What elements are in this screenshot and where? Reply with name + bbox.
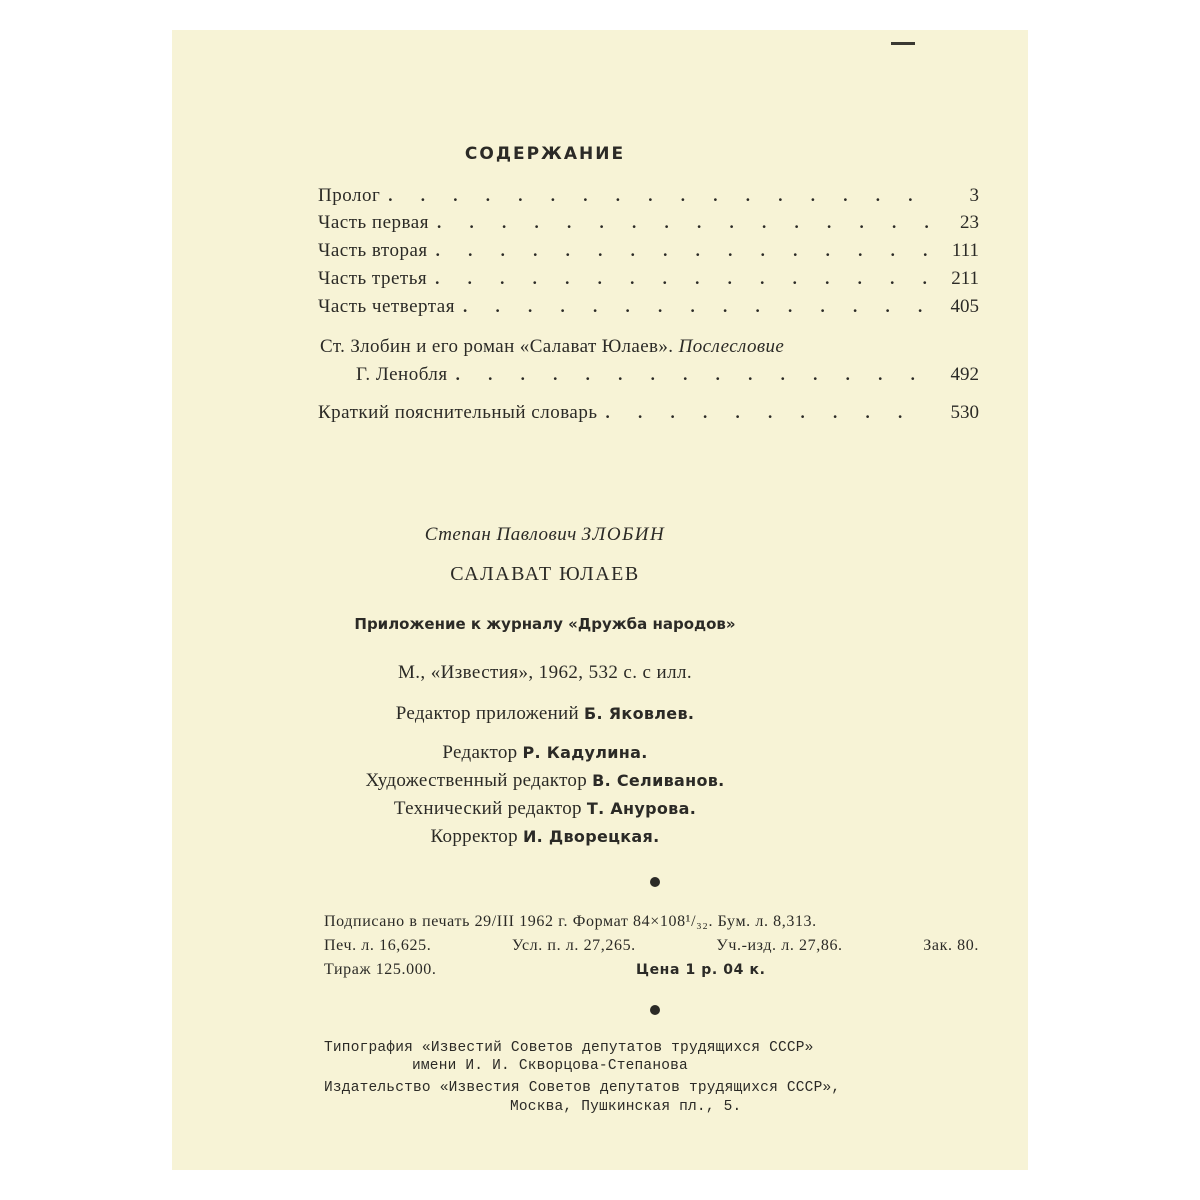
afterword-italic: Послесловие <box>678 336 785 357</box>
author-name <box>172 524 918 546</box>
toc-entry-page: 530 <box>950 402 979 423</box>
spec-line-1: Подписано в печать 29/III 1962 г. Формат 84×108¹/₃₂. Бум. л. 8,313. <box>324 913 817 930</box>
spec-line-2 <box>324 937 979 955</box>
credit-name: Т. Анурова. <box>586 799 697 818</box>
toc-entry-label: Часть третья <box>318 268 428 289</box>
toc-entry-glossary <box>318 402 979 426</box>
toc-entry-label: Г. Ленобля <box>356 364 448 385</box>
spec-print-run: Тираж 125.000. <box>324 961 437 978</box>
credit-role: Редактор приложений <box>395 703 579 724</box>
dot-leader <box>463 297 931 317</box>
printing-house: Типография «Известий Советов депутатов трудящихся СССР» <box>324 1040 814 1056</box>
dot-leader <box>388 186 931 206</box>
spec-price <box>636 961 765 979</box>
credit-name: Б. Яковлев. <box>584 704 695 723</box>
printer-mark <box>891 42 915 45</box>
credit-proofreader <box>172 826 918 848</box>
toc-entry-label: Часть первая <box>318 212 429 233</box>
toc-entry-label: Часть четвертая <box>318 296 455 317</box>
toc-entry-page: 3 <box>969 185 979 206</box>
credit-name: И. Дворецкая. <box>522 827 660 846</box>
supplement-note: Приложение к журналу «Дружба народов» <box>354 615 736 633</box>
price-text: Цена 1 р. 04 к. <box>636 962 766 978</box>
toc-entry-part-4 <box>318 296 979 320</box>
dot-leader <box>435 269 931 289</box>
publisher: Издательство «Известия Советов депутатов трудящихся СССР», <box>324 1080 841 1096</box>
credit-role: Художественный редактор <box>365 770 588 791</box>
toc-entry-page: 211 <box>951 268 979 289</box>
credit-tech-editor <box>172 798 918 820</box>
separator-dot <box>650 877 660 887</box>
toc-entry-label: Краткий пояснительный словарь <box>318 402 598 423</box>
book-page <box>172 30 1028 1170</box>
toc-entry-label: Пролог <box>318 185 381 206</box>
spec-sheets: Печ. л. 16,625. <box>324 937 432 954</box>
dot-leader <box>436 241 931 261</box>
appendix-editor <box>172 703 918 725</box>
author-first-names: Степан Павлович <box>424 524 577 545</box>
dot-leader <box>437 213 931 233</box>
toc-entry-page: 111 <box>951 240 979 261</box>
dot-leader <box>606 403 931 423</box>
credit-art-editor <box>172 770 918 792</box>
toc-afterword-line <box>320 336 784 358</box>
toc-entry-page: 492 <box>950 364 979 385</box>
credit-name: Р. Кадулина. <box>522 743 648 762</box>
toc-entry-afterword <box>356 364 979 388</box>
book-title: САЛАВАТ ЮЛАЕВ <box>450 563 640 585</box>
toc-entry-prologue <box>318 185 979 209</box>
imprint-line: М., «Известия», 1962, 532 с. с илл. <box>397 662 693 683</box>
publisher-address: Москва, Пушкинская пл., 5. <box>510 1099 742 1115</box>
spec-pub-sheets: Уч.-изд. л. 27,86. <box>716 937 843 954</box>
dot-leader <box>456 365 931 385</box>
spec-order: Зак. 80. <box>923 937 979 954</box>
separator-dot <box>650 1005 660 1015</box>
toc-entry-page: 405 <box>950 296 979 317</box>
toc-title: СОДЕРЖАНИЕ <box>464 144 626 164</box>
spec-cond-sheets: Усл. п. л. 27,265. <box>511 937 636 954</box>
credit-name: В. Селиванов. <box>592 771 725 790</box>
toc-entry-page: 23 <box>960 212 979 233</box>
toc-entry-label: Часть вторая <box>318 240 428 261</box>
credit-editor <box>172 742 918 764</box>
toc-entry-part-3 <box>318 268 979 292</box>
credit-role: Корректор <box>430 826 518 847</box>
author-surname: ЗЛОБИН <box>581 524 666 545</box>
credit-role: Редактор <box>442 742 518 763</box>
printing-house-name: имени И. И. Скворцова-Степанова <box>412 1058 688 1074</box>
credit-role: Технический редактор <box>393 798 582 819</box>
afterword-title: Ст. Злобин и его роман «Салават Юлаев». <box>320 336 674 357</box>
toc-entry-part-1 <box>318 212 979 236</box>
toc-entry-part-2 <box>318 240 979 264</box>
